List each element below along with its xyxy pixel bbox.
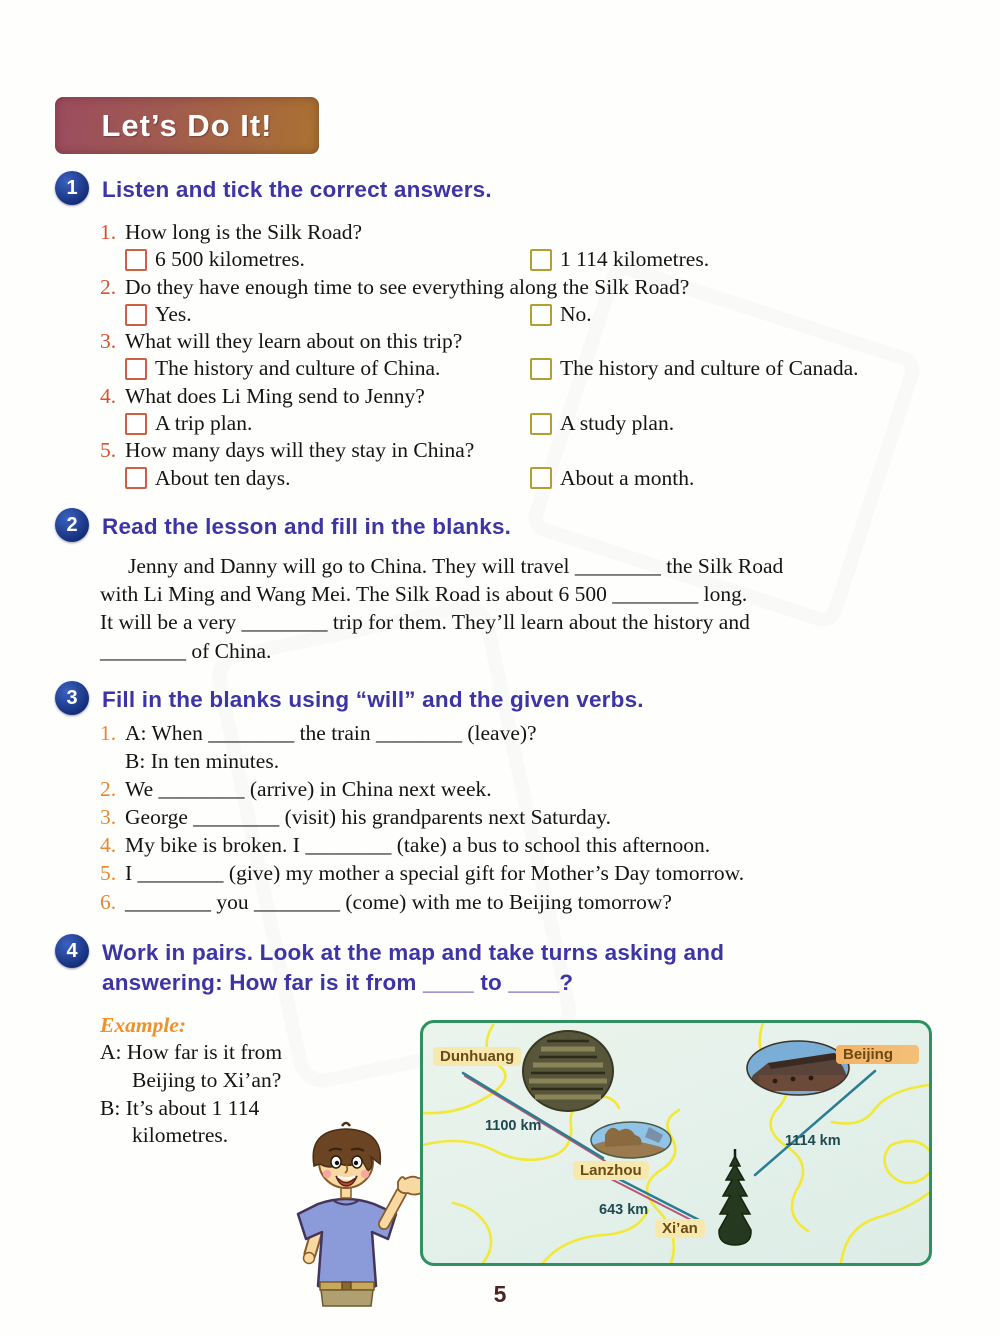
xian-pagoda-image [719,1149,751,1245]
question-text: What will they learn about on this trip? [125,329,463,354]
question-number: 5. [100,438,117,463]
fill-item [100,831,945,859]
map-label-beijing: Beijing [836,1045,919,1064]
exercise-3-body [100,719,945,916]
exercise-1-body [100,219,945,492]
option-label: 1 114 kilometres. [560,247,710,272]
option [125,301,530,328]
question-number: 1. [100,220,117,244]
item-number: 1. [100,721,117,745]
exercise-2-header [55,508,511,542]
tiananmen-image [747,1041,849,1095]
question [100,328,945,355]
option-label: 6 500 kilometres. [155,247,305,272]
example-line: kilometres. [132,1123,229,1148]
page-number: 5 [493,1281,507,1307]
example-label: Example: [100,1013,186,1037]
option [125,355,530,382]
option-label: A trip plan. [155,411,253,436]
item-line: B: In ten minutes. [125,749,280,774]
example-line: A: How far is it from [100,1040,283,1064]
exercise-4-badge: 4 [55,934,89,968]
answer-checkbox[interactable] [530,467,552,489]
question-number: 2. [100,274,117,299]
option [530,301,592,328]
question [100,274,945,301]
option [530,465,694,492]
map-label-dunhuang: Dunhuang [433,1047,521,1066]
fill-item [100,888,945,916]
option-label: About ten days. [155,465,291,490]
passage-line: Jenny and Danny will go to China. They will travel ________ the Silk Road [128,554,784,578]
exercise-4-header [55,934,855,997]
option-label: The history and culture of China. [155,356,441,381]
item-line: ________ you ________ (come) with me to Beijing tomorrow? [125,889,672,914]
answer-checkbox[interactable] [530,413,552,435]
exercise-3-badge: 3 [55,681,89,715]
fill-item [100,803,945,831]
distance-lanzhou-xian: 643 km [599,1202,649,1218]
question-text: What does Li Ming send to Jenny? [125,383,425,408]
fill-item [100,859,945,887]
question-text: Do they have enough time to see everything along the Silk Road? [125,274,690,299]
options-row [100,355,945,382]
item-number: 4. [100,833,117,858]
answer-checkbox[interactable] [530,304,552,326]
answer-checkbox[interactable] [125,249,147,271]
item-line: I ________ (give) my mother a special gift for Mother’s Day tomorrow. [125,861,745,886]
fill-item [100,719,945,775]
passage-line: It will be a very ________ trip for them. They’ll learn about the history and [100,610,750,635]
example-line: B: It’s about 1 114 [100,1095,260,1120]
lets-do-it-banner [55,97,319,154]
exercise-4-title-line1: Work in pairs. Look at the map and take turns asking and [102,940,725,965]
question-number: 3. [100,329,117,354]
question [100,437,945,464]
question-text: How long is the Silk Road? [125,220,363,244]
banner-title: Let’s Do It! [101,107,273,143]
example-block [100,1011,282,1150]
exercise-2-badge: 2 [55,508,89,542]
item-line: A: When ________ the train ________ (leave)? [125,721,537,745]
answer-checkbox[interactable] [530,249,552,271]
option-label: No. [560,301,592,326]
passage-line: ________ of China. [100,638,272,663]
exercise-4-title-line2: answering: How far is it from ____ to ____? [102,969,574,995]
china-map [420,1020,932,1266]
fill-item [100,775,945,803]
option [125,465,530,492]
example-line: Beijing to Xi’an? [132,1067,282,1092]
item-line: George ________ (visit) his grandparents next Saturday. [125,805,612,830]
option [530,355,859,382]
answer-checkbox[interactable] [125,358,147,380]
question [100,383,945,410]
answer-checkbox[interactable] [125,467,147,489]
options-row [100,246,945,273]
item-number: 3. [100,805,117,830]
distance-dunhuang-lanzhou: 1100 km [485,1118,542,1134]
item-number: 2. [100,777,117,802]
option-label: About a month. [560,465,695,490]
option-label: The history and culture of Canada. [560,356,859,381]
item-line: We ________ (arrive) in China next week. [125,777,492,802]
exercise-3-header [55,681,644,715]
question [100,219,945,246]
options-row [100,410,945,437]
item-number: 6. [100,889,117,914]
option [125,246,530,273]
option-label: A study plan. [560,411,675,436]
question-number: 4. [100,383,117,408]
exercise-1-badge: 1 [55,171,89,205]
option [530,246,709,273]
question-text: How many days will they stay in China? [125,438,475,463]
exercise-1-title: Listen and tick the correct answers. [102,177,492,202]
dunhuang-temple-image [523,1031,613,1111]
answer-checkbox[interactable] [530,358,552,380]
distance-beijing-xian: 1114 km [785,1133,841,1149]
option [530,410,674,437]
options-row [100,465,945,492]
exercise-2-passage [100,552,945,665]
exercise-1-header [55,171,492,205]
item-number: 5. [100,861,117,886]
answer-checkbox[interactable] [125,304,147,326]
passage-line: with Li Ming and Wang Mei. The Silk Road is about 6 500 ________ long. [100,582,748,607]
option [125,410,530,437]
map-label-lanzhou: Lanzhou [573,1161,649,1180]
exercise-3-title: Fill in the blanks using “will” and the given verbs. [102,687,644,712]
options-row [100,301,945,328]
answer-checkbox[interactable] [125,413,147,435]
item-line: My bike is broken. I ________ (take) a bus to school this afternoon. [125,833,711,858]
map-label-xian: Xi’an [655,1219,705,1238]
option-label: Yes. [155,301,192,326]
exercise-2-title: Read the lesson and fill in the blanks. [102,514,512,539]
